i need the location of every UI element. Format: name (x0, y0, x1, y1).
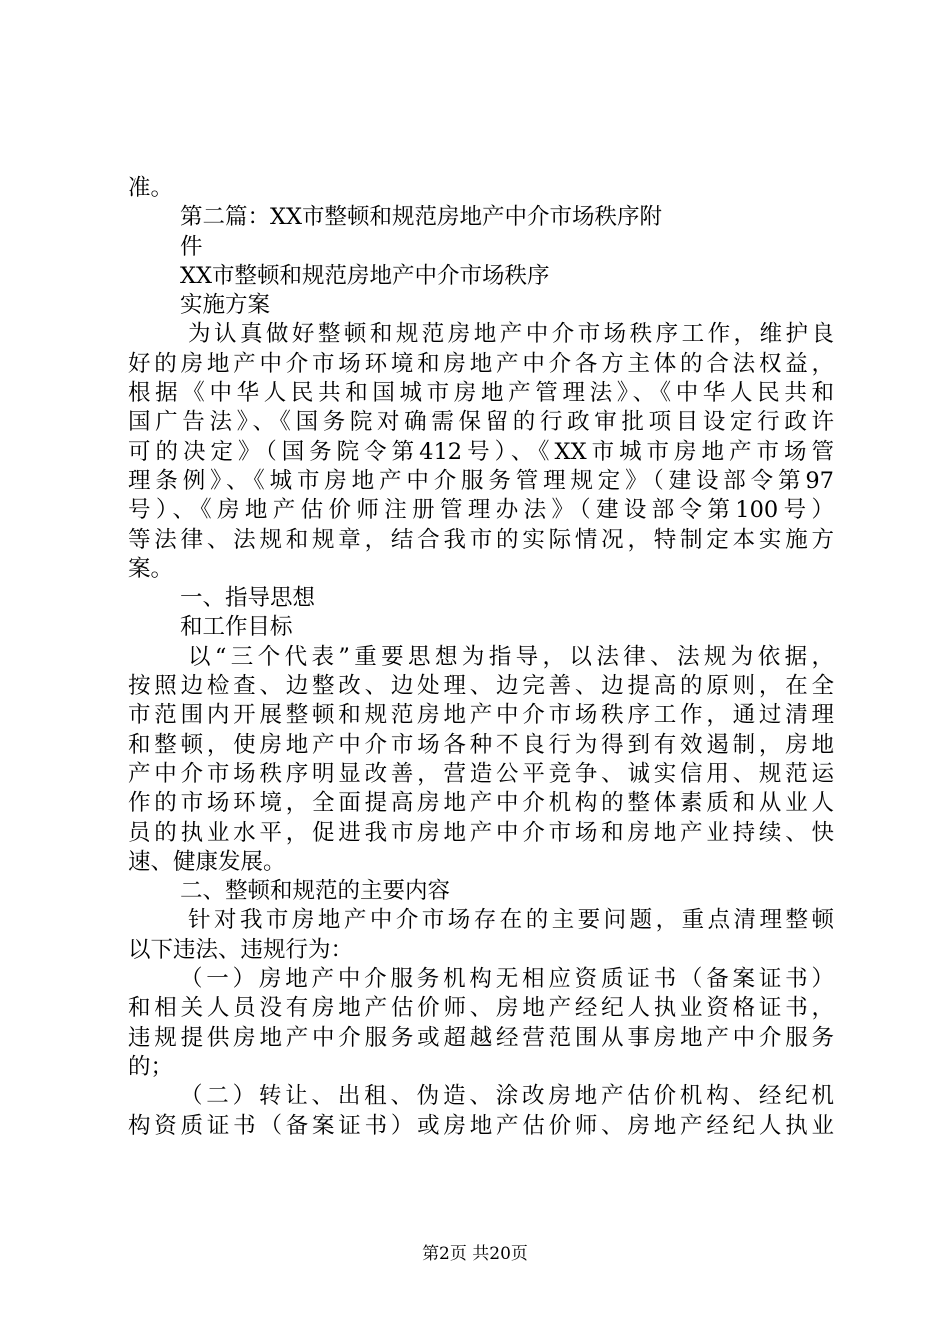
text-line: 号）、《房地产估价师注册管理办法》（建设部令第100号） (128, 497, 834, 524)
text-line: 案。 (128, 555, 174, 582)
text-line: 针对我市房地产中介市场存在的主要问题，重点清理整顿 (188, 907, 834, 934)
section-heading: 和工作目标 (180, 614, 293, 641)
document-title: XX市整顿和规范房地产中介市场秩序 (180, 262, 550, 289)
text-line: （一）房地产中介服务机构无相应资质证书（备案证书） (180, 966, 834, 993)
text-line: 员的执业水平，促进我市房地产中介市场和房地产业持续、快 (128, 819, 834, 846)
text-line: 违规提供房地产中介服务或超越经营范围从事房地产中介服务 (128, 1024, 834, 1051)
text-line: 国广告法》、《国务院对确需保留的行政审批项目设定行政许 (128, 409, 834, 436)
text-line: 可的决定》（国务院令第412号）、《XX市城市房地产市场管 (128, 438, 834, 465)
text-line: 以“三个代表”重要思想为指导，以法律、法规为依据， (188, 643, 834, 670)
section-heading: 第二篇：XX市整顿和规范房地产中介市场秩序附 (180, 204, 663, 231)
text-line: 等法律、法规和规章，结合我市的实际情况，特制定本实施方 (128, 526, 834, 553)
text-line: 市范围内开展整顿和规范房地产中介市场秩序工作，通过清理 (128, 702, 834, 729)
text-line: 和相关人员没有房地产估价师、房地产经纪人执业资格证书， (128, 995, 834, 1022)
text-line: 件 (180, 233, 203, 260)
text-line: 准。 (128, 175, 174, 201)
section-heading: 一、指导思想 (180, 585, 316, 612)
text-line: 按照边检查、边整改、边处理、边完善、边提高的原则，在全 (128, 673, 834, 700)
text-line: 好的房地产中介市场环境和房地产中介各方主体的合法权益， (128, 350, 834, 377)
text-line: 的； (128, 1053, 174, 1080)
document-body (128, 174, 834, 1141)
text-line: （二）转让、出租、伪造、涂改房地产估价机构、经纪机 (180, 1083, 834, 1110)
text-line: 构资质证书（备案证书）或房地产估价师、房地产经纪人执业 (128, 1112, 834, 1139)
section-heading: 二、整顿和规范的主要内容 (180, 878, 451, 905)
page-number-footer: 第2页 共20页 (422, 1244, 528, 1264)
text-line: 根据《中华人民共和国城市房地产管理法》、《中华人民共和 (128, 380, 834, 407)
text-line: 和整顿，使房地产中介市场各种不良行为得到有效遏制，房地 (128, 731, 834, 758)
text-line: 为认真做好整顿和规范房地产中介市场秩序工作，维护良 (188, 321, 834, 348)
text-line: 产中介市场秩序明显改善，营造公平竞争、诚实信用、规范运 (128, 760, 834, 787)
text-line: 理条例》、《城市房地产中介服务管理规定》（建设部令第97 (128, 467, 834, 494)
text-line: 速、健康发展。 (128, 848, 286, 875)
text-line: 以下违法、违规行为： (128, 936, 354, 963)
document-subtitle: 实施方案 (180, 292, 271, 319)
text-line: 作的市场环境，全面提高房地产中介机构的整体素质和从业人 (128, 790, 834, 817)
